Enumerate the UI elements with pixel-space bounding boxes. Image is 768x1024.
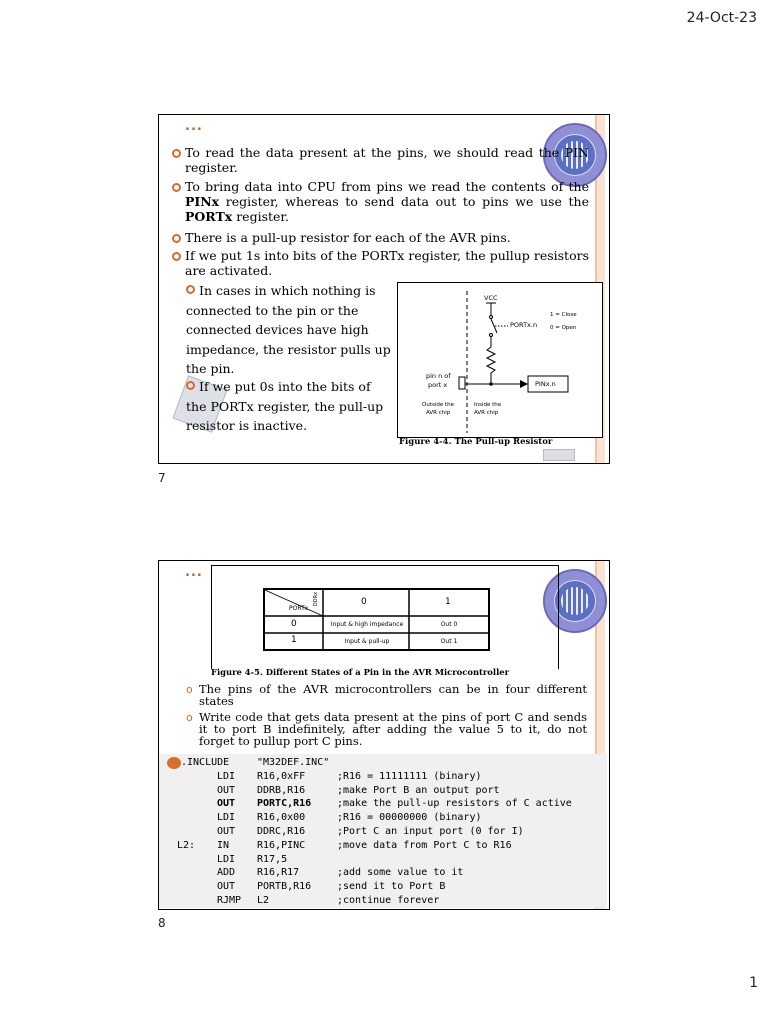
ddr-header: DDRx	[313, 591, 320, 607]
code-op: LDI	[217, 853, 236, 865]
row-header-1: 1	[291, 635, 297, 645]
code-op: OUT	[217, 826, 236, 837]
code-args: R16,0x00	[257, 812, 306, 824]
code-op: LDI	[217, 812, 236, 824]
bullet-item: o Write code that gets data present at the pins of port C and sends it to port B indefinitely, after adding the value 5 to it, do not forget to pullup port C pins.	[186, 710, 587, 748]
code-args: L2	[257, 895, 270, 906]
inside-label: AVR chip	[474, 410, 499, 416]
code-args: DDRC,R16	[257, 826, 306, 837]
chip-image	[543, 449, 575, 461]
switch-label: PORTx.n	[510, 321, 538, 329]
pin-label: pin n of	[426, 372, 451, 380]
code-op: LDI	[217, 770, 236, 782]
slide-8	[158, 560, 610, 910]
col-header-1: 1	[445, 597, 451, 607]
code-args: R16,0xFF	[257, 770, 306, 782]
code-comment: ;Port C an input port (0 for I)	[337, 826, 524, 837]
pullup-resistor-figure	[397, 282, 603, 438]
bullet-item: o The pins of the AVR microcontrollers can be in four different states	[186, 682, 587, 708]
close-label: 1 = Close	[550, 312, 577, 318]
paragraph-inactive: If we put 0s into the bits of the PORTx register, the pull-up resistor is inactive.	[186, 379, 384, 433]
page-number: 1	[749, 975, 758, 991]
inside-label: Inside the	[474, 402, 502, 408]
code-args: "M32DEF.INC"	[257, 757, 330, 768]
figure-caption: Figure 4-4. The Pull-up Resistor	[399, 437, 553, 447]
figure-caption: Figure 4-5. Different States of a Pin in the AVR Microcontroller	[211, 667, 509, 677]
code-op: IN	[217, 839, 230, 851]
outside-label: AVR chip	[426, 410, 451, 416]
row-header-0: 0	[291, 619, 297, 629]
vcc-label: VCC	[484, 294, 498, 302]
code-args: R16,R17	[257, 867, 300, 879]
bullet-item: If we put 1s into bits of the PORTx register, the pullup resistors are activated.	[185, 248, 589, 278]
col-header-0: 0	[361, 597, 367, 607]
cell-r0c1: Out 0	[440, 621, 458, 628]
code-op: .INCLUDE	[181, 757, 230, 768]
outside-label: Outside the	[422, 402, 455, 408]
code-comment: ;continue forever	[337, 895, 440, 906]
code-args: R17,5	[257, 853, 288, 865]
paragraph-pullup: In cases in which nothing is connected to the pin or the connected devices have high impedance, the resistor pulls up the pin.	[186, 283, 391, 376]
code-comment: ;make Port B an output port	[337, 784, 500, 796]
orange-dot-icon	[167, 757, 181, 769]
page-date: 24-Oct-23	[686, 10, 757, 26]
slide-ellipsis: ...	[185, 119, 203, 134]
code-op: ADD	[217, 867, 236, 879]
port-header: PORTx	[289, 605, 309, 612]
slide-number: 8	[158, 916, 166, 930]
code-comment: ;send it to Port B	[337, 881, 446, 893]
cell-r0c0: Input & high impedance	[330, 621, 404, 628]
code-args: PORTB,R16	[257, 881, 312, 893]
pinx-box-label: PINx.n	[535, 380, 556, 388]
code-comment: ;add some value to it	[337, 867, 464, 879]
bullet-item: To read the data present at the pins, we should read the PIN register.	[185, 145, 589, 175]
slide-ellipsis: ...	[185, 565, 203, 580]
slide-7	[158, 114, 610, 464]
bullet-item: There is a pull-up resistor for each of the AVR pins.	[185, 230, 589, 245]
code-args: R16,PINC	[257, 839, 306, 851]
code-label: L2:	[177, 839, 196, 851]
code-op: RJMP	[217, 895, 242, 906]
code-op: OUT	[217, 784, 236, 796]
code-comment: ;make the pull-up resistors of C active	[337, 798, 572, 810]
open-label: 0 = Open	[550, 325, 577, 331]
port-label: port x	[428, 381, 448, 389]
cell-r1c1: Out 1	[440, 638, 458, 645]
code-comment: ;R16 = 11111111 (binary)	[337, 770, 482, 782]
code-comment: ;R16 = 00000000 (binary)	[337, 812, 482, 824]
cell-r1c0: Input & pull-up	[344, 638, 390, 645]
code-comment: ;move data from Port C to R16	[337, 839, 512, 851]
code-args: DDRB,R16	[257, 784, 306, 796]
code-args: PORTC,R16	[257, 798, 312, 810]
pin-states-table	[263, 588, 490, 651]
code-op: OUT	[217, 881, 236, 893]
slide-number: 7	[158, 471, 166, 485]
code-op: OUT	[217, 798, 236, 810]
bullet-item: To bring data into CPU from pins we read the contents of the PINx register, whereas to send data out to pins we use the PORTx register.	[185, 179, 589, 224]
